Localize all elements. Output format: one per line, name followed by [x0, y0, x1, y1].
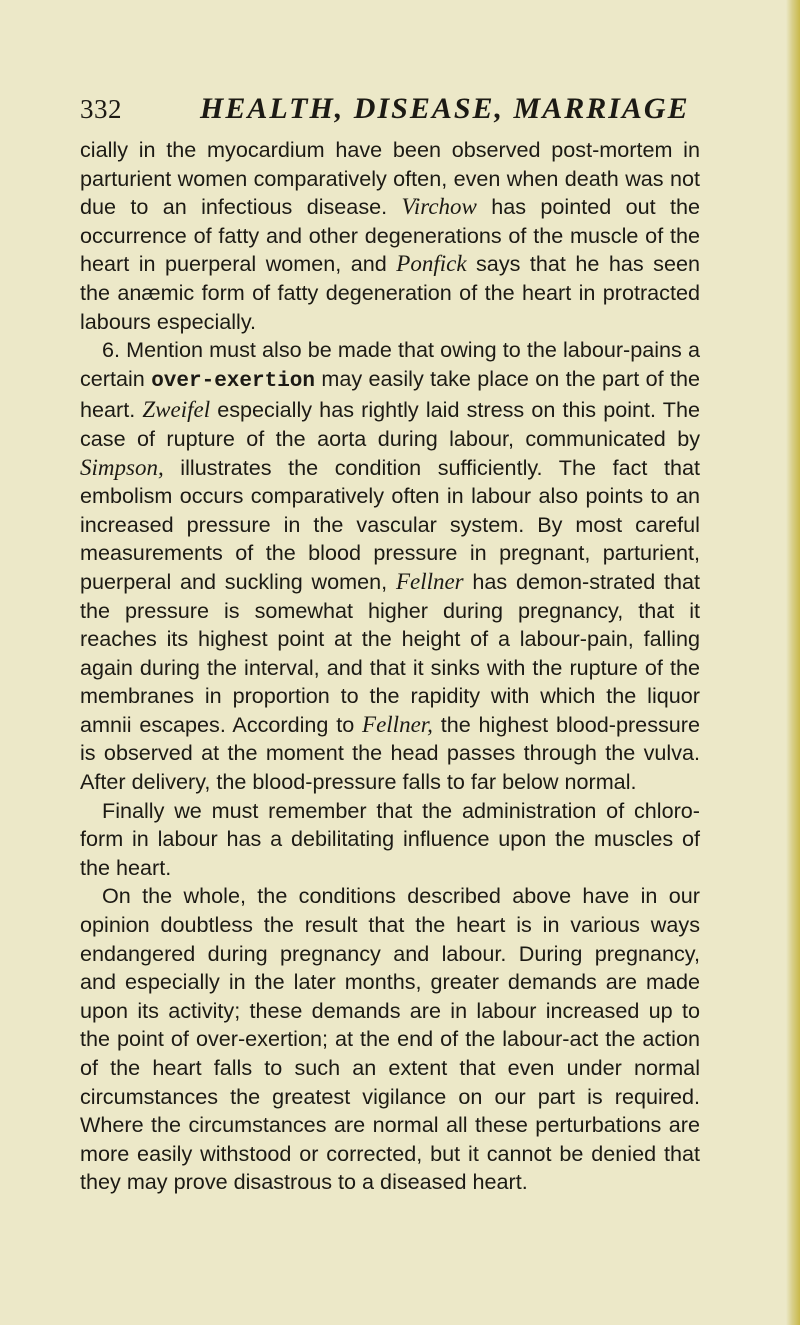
text-run: the highest blood-pressure is observed at the moment the head passes through the vulva. After delivery, the blood-pressure falls to far below normal.	[80, 711, 700, 795]
author-name-ponfick: Ponfick	[396, 251, 467, 277]
page-number: 332	[80, 94, 122, 124]
text-run: Finally we must remember that the administration of chloro-form in labour has a debilitating influence upon the muscles of the heart.	[80, 797, 700, 880]
emphasis-over-exertion: over-exertion	[151, 369, 316, 393]
text-run: may easily take place on the part of the heart.	[80, 365, 700, 423]
running-head	[80, 92, 780, 132]
text-run: especially has rightly laid stress on this point. The case of rupture of the aorta during labour, communicated by	[80, 397, 701, 451]
page-edge	[786, 0, 800, 1325]
paragraph-4	[80, 882, 700, 1197]
paragraph-3	[80, 797, 700, 883]
text-run: says that he has seen the anæmic form of fatty degeneration of the heart in protracted labours especially.	[80, 251, 700, 334]
book-page	[80, 92, 780, 1197]
text-run: has demon-strated that the pressure is somewhat higher during pregnancy, that it reaches its highest point at the height of a labour-pain, falling again during the interval, and that it sinks with the rupture of the membranes in proportion to the rapidity with which the liquor amnii escapes. According to	[80, 568, 700, 737]
author-name-virchow: Virchow	[401, 194, 477, 220]
text-run: cially in the myocardium have been observed post-mortem in parturient women comparatively often, even when death was not due to an infectious disease.	[80, 137, 700, 220]
text-run: On the whole, the conditions described above have in our opinion doubtless the result that the heart is in various ways endangered during pregnancy and labour. During pregnancy, and especially in the later months, greater demands are made upon its activity; these demands are in labour increased up to the point of over-exertion; at the end of the labour-act the action of the heart falls to such an extent that even under normal circumstances the greatest vigilance on our part is required. Where the circumstances are normal all these perturbations are more easily withstood or corrected, but it cannot be denied that they may prove disastrous to a diseased heart.	[80, 883, 700, 1195]
author-name-fellner: Fellner	[395, 568, 464, 594]
text-run: 6. Mention must also be made that owing to the labour-pains a certain	[80, 337, 700, 391]
author-name-zweifel: Zweifel	[142, 397, 211, 423]
body-text	[80, 136, 700, 1197]
paragraph-2	[80, 336, 700, 797]
author-name-fellner-2: Fellner,	[362, 711, 433, 737]
paragraph-1	[80, 136, 700, 336]
running-title: HEALTH, DISEASE, MARRIAGE	[200, 92, 690, 125]
author-name-simpson: Simpson,	[80, 454, 164, 480]
text-run: has pointed out the occurrence of fatty and other degenerations of the muscle of the heart in puerperal women, and	[80, 194, 700, 277]
text-run: illustrates the condition sufficiently. The fact that embolism occurs comparatively often in labour also points to an increased pressure in the vascular system. By most careful measurements of the blood pressure in pregnant, parturient, puerperal and suckling women,	[80, 454, 700, 594]
